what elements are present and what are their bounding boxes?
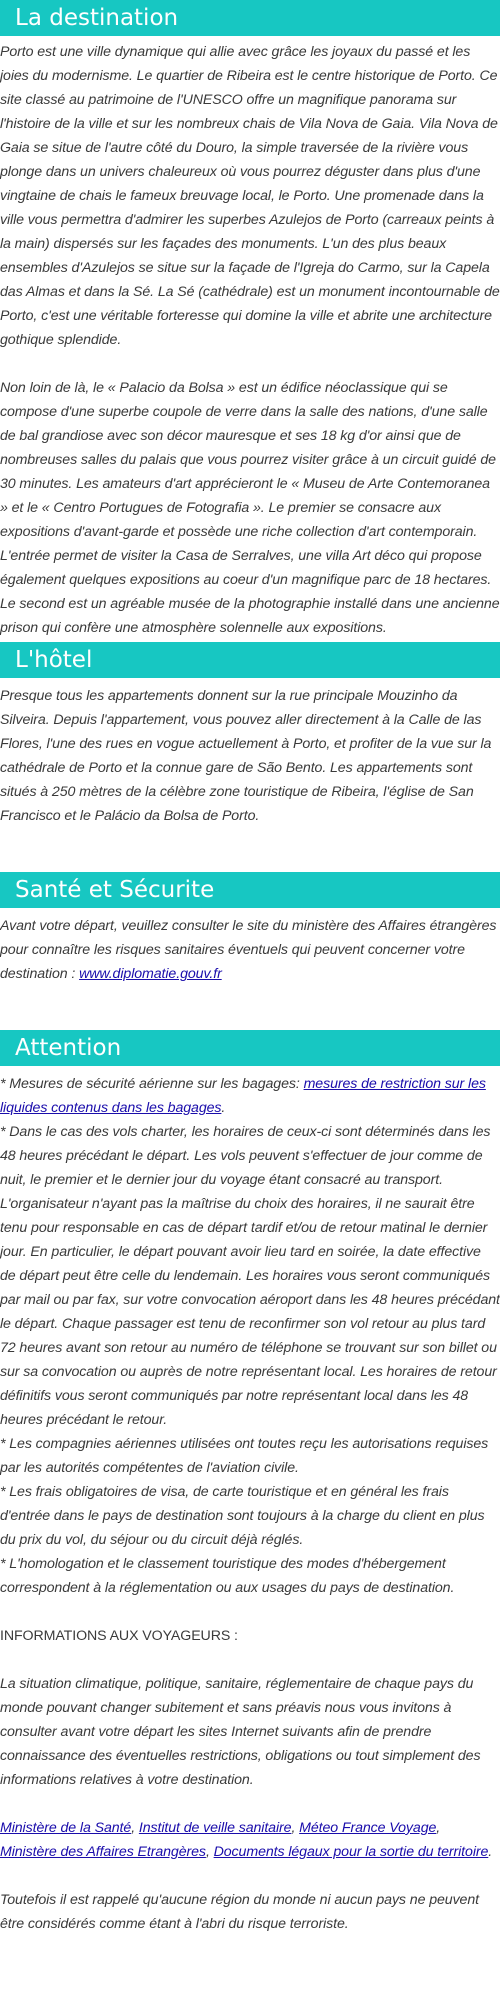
attention-bullet-charter: * Dans le cas des vols charter, les horaires de ceux-ci sont déterminés dans les 48 heures précédant le départ. Les vols peuvent s'effectuer de jour comme de nuit, le premier et le dernier jour du voyage étant consacré au transport. L'organisateur n'ayant pas la maîtrise du choix des horaires, il ne saurait être tenu pour responsable en cas de départ tardif et/ou de retour matinal le dernier jour. En particulier, le départ pouvant avoir lieu tard en soirée, la date effective de départ peut être celle du lendemain. Les horaires vous seront communiqués par mail ou par fax, sur votre convocation aéroport dans les 48 heures précédant le départ. Chaque passager est tenu de reconfirmer son vol retour au plus tard 72 heures avant son retour au numéro de téléphone se trouvant sur son billet ou sur sa convocation ou auprès de notre représentant local. Les horaires de retour définitifs vous seront communiqués par notre représentant local dans les 48 heures précédant le retour. <box>0 1124 500 1428</box>
attention-bullet-homologation: * L'homologation et le classement touristique des modes d'hébergement correspondent à la réglementation ou aux usages du pays de destination. <box>0 1556 455 1596</box>
link-ministere-affaires-etrangeres[interactable]: Ministère des Affaires Etrangères <box>0 1844 206 1860</box>
hotel-paragraph: Presque tous les appartements donnent sur la rue principale Mouzinho da Silveira. Depuis l'appartement, vous pouvez aller directement à la Calle de las Flores, l'une des rues en vogue actuellement à Porto, et profiter de la vue sur la cathédrale de Porto et la connue gare de São Bento. Les appartements sont situés à 250 mètres de la célèbre zone touristique de Ribeira, l'église de San Francisco et le Palácio da Bolsa de Porto. <box>0 688 492 824</box>
bagages-text: * Mesures de sécurité aérienne sur les bagages: <box>0 1076 304 1092</box>
sante-heading: Santé et Sécurite <box>0 872 500 908</box>
destination-heading: La destination <box>0 0 500 36</box>
attention-bullet-frais: * Les frais obligatoires de visa, de carte touristique et en général les frais d'entrée dans le pays de destination sont toujours à la charge du client en plus du prix du vol, du séjour ou du circuit déjà réglés. <box>0 1484 485 1548</box>
destination-paragraph-2: Non loin de là, le « Palacio da Bolsa » est un édifice néoclassique qui se compose d'une superbe coupole de verre dans la salle des nations, d'une salle de bal grandiose avec son décor mauresque et ses 18 kg d'or ainsi que de nombreuses salles du palais que vous pourrez visiter grâce à un circuit guidé de 30 minutes. Les amateurs d'art apprécieront le « Museu de Arte Contemoranea » et le « Centro Portugues de Fotografia ». Le premier se consacre aux expositions d'avant-garde et possède une riche collection d'art contemporain. L'entrée permet de visiter la Casa de Serralves, une villa Art déco qui propose également quelques expositions au coeur d'un magnifique parc de 18 hectares. Le second est un agréable musée de la photographie installé dans une ancienne prison qui confère une atmosphère solennelle aux expositions. <box>0 380 500 636</box>
link-institut-veille-sanitaire[interactable]: Institut de veille sanitaire <box>138 1820 292 1836</box>
bagages-restriction-link[interactable]: mesures de restriction sur les liquides contenus dans les bagages <box>0 1076 486 1116</box>
hotel-section <box>0 642 500 828</box>
bagages-end: . <box>221 1100 226 1116</box>
attention-bullet-bagages <box>0 1066 500 1120</box>
sante-section <box>0 872 500 986</box>
attention-section <box>0 1030 500 1936</box>
link-ministere-sante[interactable]: Ministère de la Santé <box>0 1820 132 1836</box>
link-meteo-france-voyage[interactable]: Méteo France Voyage <box>299 1820 437 1836</box>
destination-paragraph-1: Porto est une ville dynamique qui allie avec grâce les joyaux du passé et les joies du modernisme. Le quartier de Ribeira est le centre historique de Porto. Ce site classé au patrimoine de l'UNESCO offre un magnifique panorama sur l'histoire de la ville et sur les nombreux chais de Vila Nova de Gaia. Vila Nova de Gaia se situe de l'autre côté du Douro, la simple traversée de la rivière vous plonge dans un univers chaleureux où vous pourrez déguster dans plus d'une vingtaine de chais le fameux breuvage local, le Porto. Une promenade dans la ville vous permettra d'admirer les superbes Azulejos de Porto (carreaux peints à la main) dispersés sur les façades des monuments. L'un des plus beaux ensembles d'Azulejos se situe sur la façade de l'Igreja do Carmo, sur la Capela das Almas et dans la Sé. La Sé (cathédrale) est un monument incontournable de Porto, c'est une véritable forteresse qui domine la ville et abrite une architecture gothique splendide. <box>0 44 500 348</box>
link-documents-legaux[interactable]: Documents légaux pour la sortie du territoire <box>213 1844 489 1860</box>
sante-paragraph <box>0 908 500 986</box>
terrorism-notice: Toutefois il est rappelé qu'aucune région du monde ni aucun pays ne peuvent être considérés comme étant à l'abri du risque terroriste. <box>0 1892 479 1932</box>
attention-bullet-compagnies: * Les compagnies aériennes utilisées ont toutes reçu les autorisations requises par les autorités compétentes de l'aviation civile. <box>0 1436 489 1476</box>
destination-section <box>0 0 500 640</box>
info-links: Ministère de la Santé, Institut de veille sanitaire, Méteo France Voyage, Ministère des Affaires Etrangères, Documents légaux pour la sortie du territoire. <box>0 1820 493 1860</box>
sante-text: Avant votre départ, veuillez consulter le site du ministère des Affaires étrangères pour connaître les risques sanitaires éventuels qui peuvent concerner votre destination : <box>0 918 497 982</box>
info-voyageurs-text: La situation climatique, politique, sanitaire, réglementaire de chaque pays du monde pouvant changer subitement et sans préavis nous vous invitons à consulter avant votre départ les sites Internet suivants afin de prendre connaissance des éventuelles restrictions, obligations ou tout simplement des informations relatives à votre destination. <box>0 1676 481 1788</box>
info-voyageurs-heading: INFORMATIONS AUX VOYAGEURS : <box>0 1628 238 1644</box>
diplomatie-link[interactable]: www.diplomatie.gouv.fr <box>79 966 222 982</box>
attention-heading: Attention <box>0 1030 500 1066</box>
hotel-heading: L'hôtel <box>0 642 500 678</box>
